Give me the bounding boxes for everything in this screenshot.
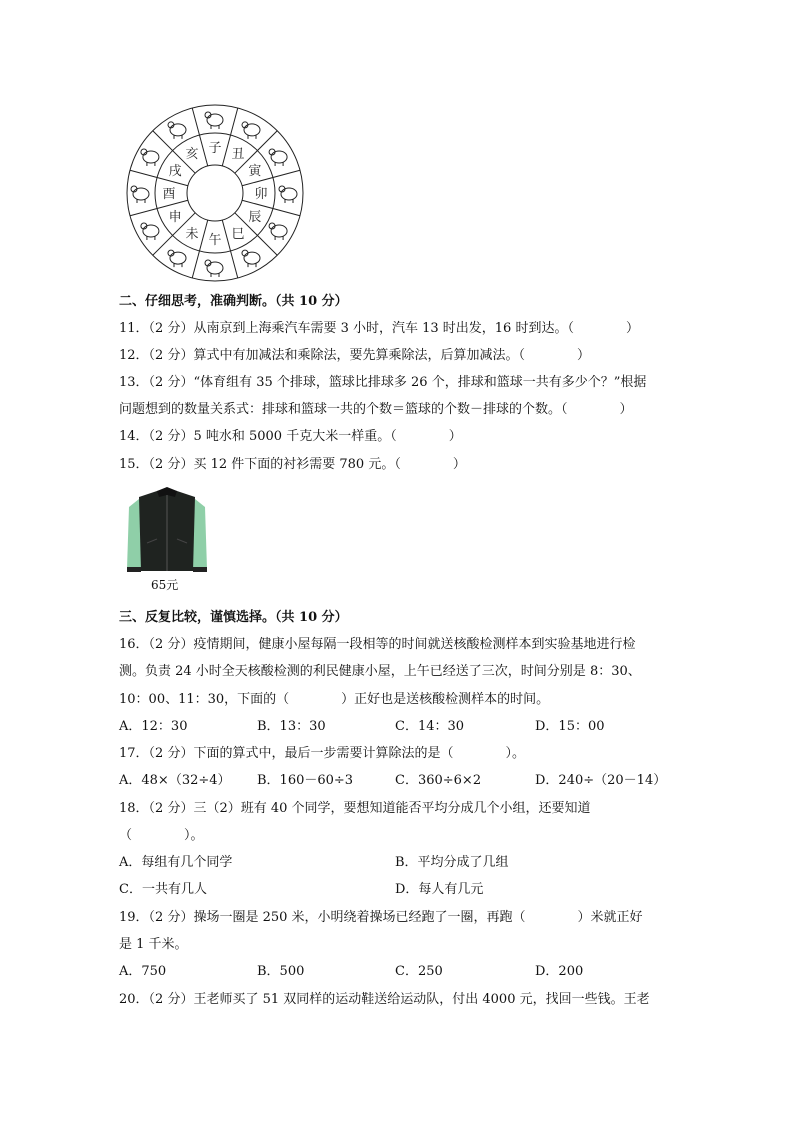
dog-icon — [141, 149, 159, 166]
branch-label: 卯 — [254, 187, 268, 202]
q16-option-d: D．15：00 — [535, 719, 605, 734]
branch-label: 午 — [208, 233, 222, 248]
shirt-price: 65元 — [151, 578, 179, 592]
q16-option-b: B．13：30 — [257, 719, 326, 734]
question-19-line-1: 19．（2 分）操场一圈是 250 米，小明绕着操场已经跑了一圈，再跑（ ）米就正好 — [119, 910, 643, 925]
horse-icon — [205, 260, 223, 277]
branch-label: 丑 — [231, 147, 245, 163]
question-11: 11．（2 分）从南京到上海乘汽车需要 3 小时，汽车 13 时出发，16 时到达。（ ） — [119, 321, 639, 336]
branch-label: 亥 — [185, 147, 199, 163]
shirt-image — [125, 485, 209, 577]
ox-icon — [242, 122, 260, 139]
q16-option-c: C．14：30 — [395, 719, 465, 734]
question-18-line-2: （ ）。 — [119, 828, 204, 843]
q18-option-a: A．每组有几个同学 — [119, 855, 233, 870]
snake-icon — [242, 250, 260, 267]
section-3-title: 三、反复比较，谨慎选择。（共 10 分） — [119, 610, 348, 625]
branch-label: 寅 — [248, 164, 262, 179]
pig-icon — [168, 122, 186, 139]
question-19-line-2: 是 1 千米。 — [119, 937, 188, 952]
question-18-line-1: 18．（2 分）三（2）班有 40 个同学，要想知道能否平均分成几个小组，还要知道 — [119, 801, 591, 816]
q18-option-d: D．每人有几元 — [395, 882, 484, 897]
question-12: 12．（2 分）算式中有加减法和乘除法，要先算乘除法，后算加减法。（ ） — [119, 348, 590, 363]
question-20-line-1: 20．（2 分）王老师买了 51 双同样的运动鞋送给运动队，付出 4000 元，找回一些钱。王老 — [119, 992, 650, 1007]
zodiac-wheel-svg — [120, 103, 310, 283]
question-16-line-1: 16．（2 分）疫情期间，健康小屋每隔一段相等的时间就送核酸检测样本到实验基地进行检 — [119, 637, 636, 652]
question-13-line-2: 问题想到的数量关系式：排球和篮球一共的个数＝篮球的个数－排球的个数。（ ） — [119, 402, 633, 417]
question-16-line-2: 测。负责 24 小时全天核酸检测的利民健康小屋，上午已经送了三次，时间分别是 8：30、 — [119, 664, 641, 679]
branch-label: 辰 — [248, 210, 262, 225]
rat-icon — [205, 112, 223, 129]
zodiac-wheel-figure — [120, 103, 310, 283]
q19-option-a: A．750 — [119, 964, 167, 979]
question-14: 14．（2 分）5 吨水和 5000 千克大米一样重。（ ） — [119, 429, 462, 444]
branch-label: 酉 — [162, 187, 176, 202]
rooster-icon — [131, 186, 149, 203]
q19-option-c: C．250 — [395, 964, 443, 979]
q17-option-d: D．240÷（20－14） — [535, 773, 667, 788]
question-15: 15．（2 分）买 12 件下面的衬衫需要 780 元。（ ） — [119, 457, 466, 472]
wheel-inner-ring — [187, 165, 243, 221]
rabbit-icon — [279, 186, 297, 203]
monkey-icon — [141, 223, 159, 240]
question-13-line-1: 13．（2 分）“体育组有 35 个排球，篮球比排球多 26 个，排球和篮球一共有多少个？”根据 — [119, 375, 647, 390]
tiger-icon — [269, 149, 287, 166]
branch-label: 子 — [208, 141, 222, 156]
jacket-icon — [125, 485, 209, 577]
q19-option-b: B．500 — [257, 964, 305, 979]
q16-option-a: A．12：30 — [119, 719, 188, 734]
q18-option-c: C．一共有几人 — [119, 882, 207, 897]
goat-icon — [168, 250, 186, 267]
q19-option-d: D．200 — [535, 964, 584, 979]
dragon-icon — [269, 223, 287, 240]
section-2-title: 二、仔细思考，准确判断。（共 10 分） — [119, 294, 348, 309]
branch-label: 巳 — [231, 226, 245, 242]
question-17: 17．（2 分）下面的算式中，最后一步需要计算除法的是（ ）。 — [119, 746, 525, 761]
q17-option-b: B．160－60÷3 — [257, 773, 354, 788]
branch-label: 申 — [168, 210, 182, 225]
question-16-line-3: 10：00、11：30，下面的（ ）正好也是送核酸检测样本的时间。 — [119, 692, 550, 707]
q18-option-b: B．平均分成了几组 — [395, 855, 509, 870]
branch-label: 未 — [185, 226, 199, 242]
branch-label: 戌 — [168, 164, 182, 179]
q17-option-a: A．48×（32÷4） — [119, 773, 231, 788]
q17-option-c: C．360÷6×2 — [395, 773, 482, 788]
